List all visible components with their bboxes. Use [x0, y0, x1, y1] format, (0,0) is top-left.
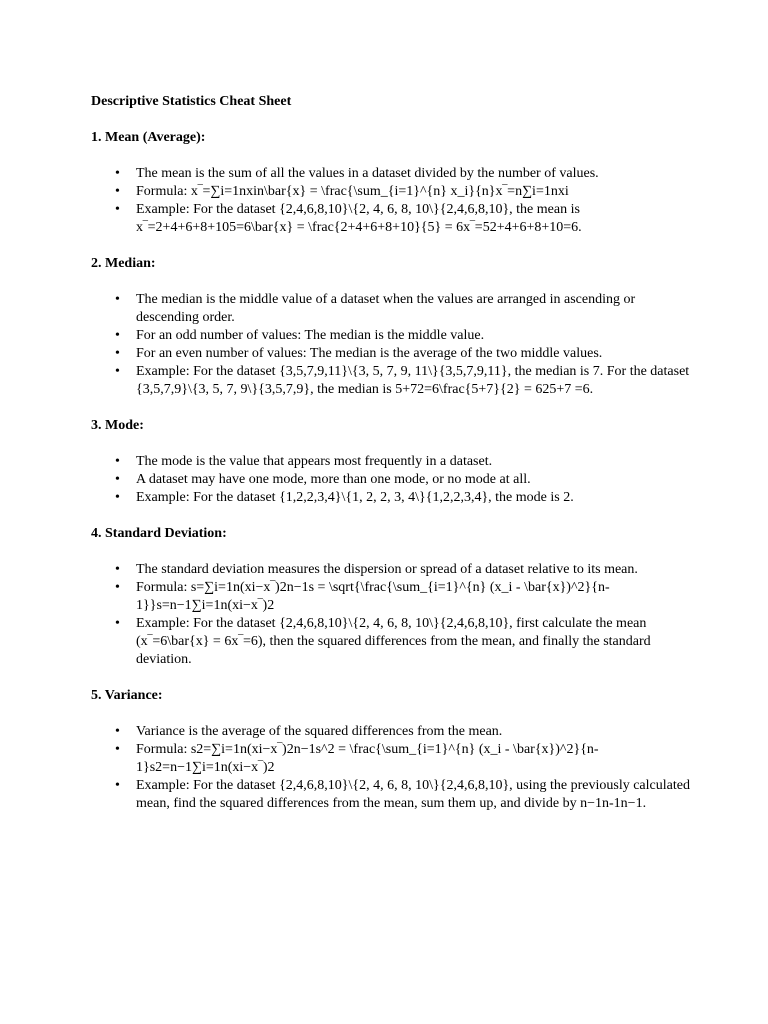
section-heading: 1. Mean (Average): — [91, 130, 206, 145]
list-item-text: The standard deviation measures the dispersion or spread of a dataset relative to its mean. — [136, 562, 638, 577]
bullet-icon: • — [115, 778, 120, 793]
bullet-list — [91, 291, 691, 399]
list-item-text: The mean is the sum of all the values in a dataset divided by the number of values. — [136, 166, 599, 181]
bullet-icon: • — [115, 328, 120, 343]
list-item — [91, 777, 691, 813]
list-item — [91, 615, 691, 669]
list-item-text: The median is the middle value of a dataset when the values are arranged in ascending or descending order. — [136, 292, 636, 325]
section-variance — [91, 687, 691, 813]
list-item — [91, 363, 691, 399]
list-item-text: The mode is the value that appears most frequently in a dataset. — [136, 454, 493, 469]
list-item-text: Variance is the average of the squared differences from the mean. — [136, 724, 503, 739]
bullet-icon: • — [115, 580, 120, 595]
list-item-text: Formula: x‾=∑i=1nxin\bar{x} = \frac{\sum_{i=1}^{n} x_i}{n}x‾=n∑i=1nxi — [136, 184, 569, 199]
bullet-icon: • — [115, 364, 120, 379]
list-item-text: For an even number of values: The median is the average of the two middle values. — [136, 346, 603, 361]
bullet-icon: • — [115, 166, 120, 181]
section-heading: 3. Mode: — [91, 418, 144, 433]
list-item — [91, 327, 691, 345]
list-item — [91, 489, 691, 507]
bullet-icon: • — [115, 616, 120, 631]
bullet-list — [91, 165, 691, 237]
list-item — [91, 345, 691, 363]
bullet-icon: • — [115, 742, 120, 757]
list-item — [91, 741, 691, 777]
bullet-list — [91, 561, 691, 669]
list-item-text: Example: For the dataset {1,2,2,3,4}\{1, 2, 2, 3, 4\}{1,2,2,3,4}, the mode is 2. — [136, 490, 574, 505]
list-item-text: Example: For the dataset {2,4,6,8,10}\{2, 4, 6, 8, 10\}{2,4,6,8,10}, the mean is x‾=2+4+6+8+105=6\bar{x} = \frac{2+4+6+8+10}{5} = 6x‾=52+4+6+8+10=6. — [136, 202, 582, 235]
list-item-text: For an odd number of values: The median is the middle value. — [136, 328, 485, 343]
bullet-icon: • — [115, 454, 120, 469]
bullet-icon: • — [115, 346, 120, 361]
list-item — [91, 561, 691, 579]
bullet-icon: • — [115, 292, 120, 307]
bullet-icon: • — [115, 202, 120, 217]
bullet-list — [91, 453, 691, 507]
document-page — [91, 93, 691, 831]
bullet-icon: • — [115, 490, 120, 505]
list-item-text: Formula: s=∑i=1n(xi−x‾)2n−1s = \sqrt{\frac{\sum_{i=1}^{n} (x_i - \bar{x})^2}{n-1}}s=n−1∑i=1n(xi−x‾)2 — [136, 580, 610, 613]
section-heading: 2. Median: — [91, 256, 156, 271]
section-standard-deviation — [91, 525, 691, 669]
list-item — [91, 723, 691, 741]
section-median — [91, 255, 691, 399]
section-mean — [91, 129, 691, 237]
list-item-text: Example: For the dataset {2,4,6,8,10}\{2, 4, 6, 8, 10\}{2,4,6,8,10}, using the previously calculated mean, find the squared differences from the mean, sum them up, and divide by n−1n-1n−1. — [136, 778, 690, 811]
section-mode — [91, 417, 691, 507]
section-heading: 5. Variance: — [91, 688, 163, 703]
bullet-icon: • — [115, 724, 120, 739]
bullet-icon: • — [115, 184, 120, 199]
list-item-text: Example: For the dataset {3,5,7,9,11}\{3, 5, 7, 9, 11\}{3,5,7,9,11}, the median is 7. For the dataset {3,5,7,9}\{3, 5, 7, 9\}{3,5,7,9}, the median is 5+72=6\frac{5+7}{2} = 625+7 =6. — [136, 364, 690, 397]
list-item — [91, 471, 691, 489]
bullet-icon: • — [115, 472, 120, 487]
list-item-text: Formula: s2=∑i=1n(xi−x‾)2n−1s^2 = \frac{\sum_{i=1}^{n} (x_i - \bar{x})^2}{n-1}s2=n−1∑i=1n(xi−x‾)2 — [136, 742, 599, 775]
list-item-text: A dataset may have one mode, more than one mode, or no mode at all. — [136, 472, 531, 487]
document-title: Descriptive Statistics Cheat Sheet — [91, 94, 292, 109]
list-item — [91, 165, 691, 183]
list-item — [91, 291, 691, 327]
list-item-text: Example: For the dataset {2,4,6,8,10}\{2, 4, 6, 8, 10\}{2,4,6,8,10}, first calculate the mean (x‾=6\bar{x} = 6x‾=6), then the squared differences from the mean, and finally the standard deviation. — [136, 616, 651, 667]
bullet-icon: • — [115, 562, 120, 577]
section-heading: 4. Standard Deviation: — [91, 526, 227, 541]
bullet-list — [91, 723, 691, 813]
list-item — [91, 201, 691, 237]
list-item — [91, 453, 691, 471]
list-item — [91, 579, 691, 615]
list-item — [91, 183, 691, 201]
